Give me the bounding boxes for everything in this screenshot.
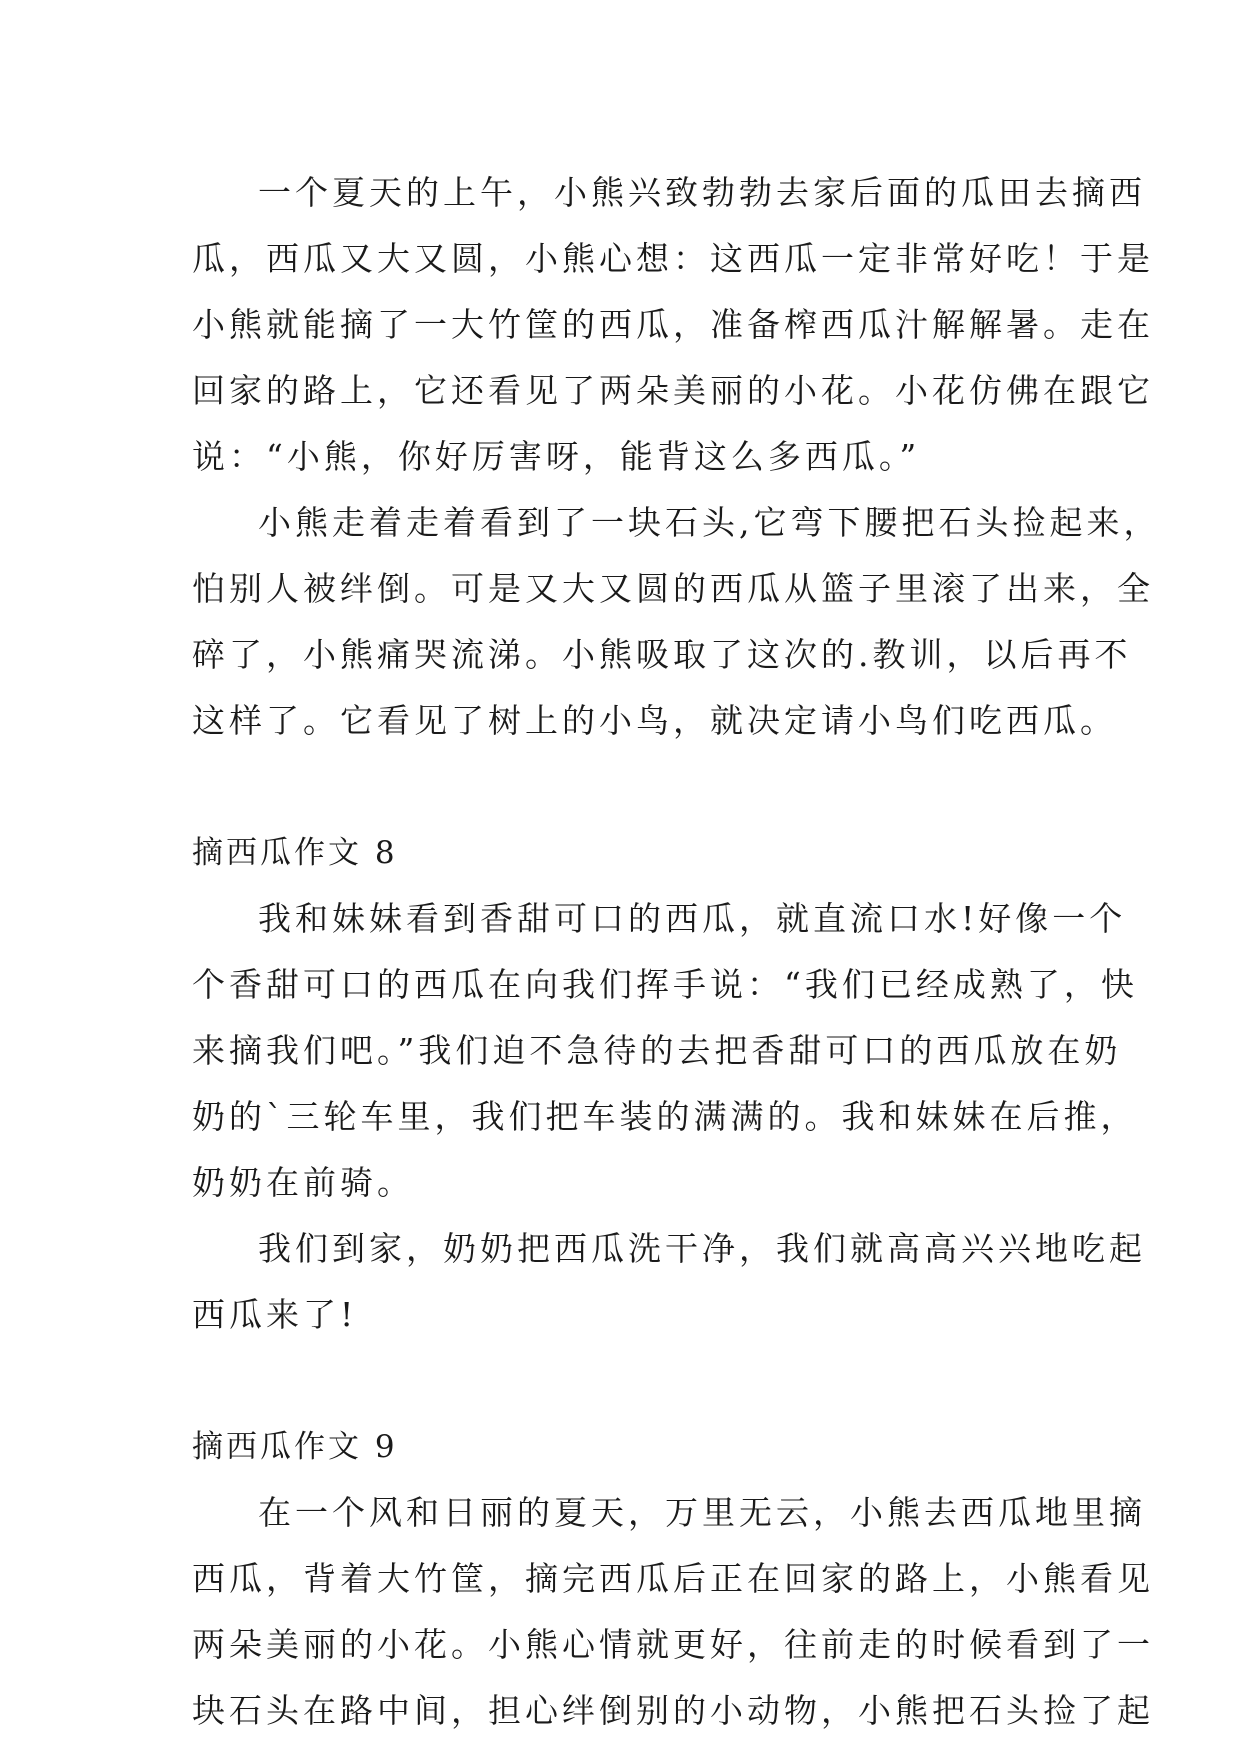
text-line: 西瓜，背着大竹筐，摘完西瓜后正在回家的路上，小熊看见 [192, 1559, 1154, 1598]
text-line: 块石头在路中间，担心绊倒别的小动物，小熊把石头捡了起 [192, 1691, 1154, 1730]
document-page [192, 160, 1161, 1744]
text-line: 怕别人被绊倒。可是又大又圆的西瓜从篮子里滚了出来，全 [192, 569, 1154, 608]
paragraph [192, 490, 1161, 754]
text-line: 小熊走着走着看到了一块石头,它弯下腰把石头捡起来， [258, 503, 1161, 542]
text-line: 瓜，西瓜又大又圆，小熊心想：这西瓜一定非常好吃！于是 [192, 239, 1154, 278]
text-line: 一个夏天的上午，小熊兴致勃勃去家后面的瓜田去摘西 [258, 173, 1146, 212]
text-line: 小熊就能摘了一大竹筐的西瓜，准备榨西瓜汁解解暑。走在 [192, 305, 1154, 344]
text-line: 奶奶在前骑。 [192, 1163, 414, 1202]
text-line: 在一个风和日丽的夏天，万里无云，小熊去西瓜地里摘 [258, 1493, 1146, 1532]
text-line: 这样了。它看见了树上的小鸟，就决定请小鸟们吃西瓜。 [192, 701, 1117, 740]
paragraph [192, 886, 1138, 1216]
section-heading: 摘西瓜作文 8 [192, 835, 398, 871]
section-gap [192, 754, 1054, 820]
text-line: 说：“小熊，你好厉害呀，能背这么多西瓜。” [192, 437, 921, 476]
paragraph [192, 1216, 1146, 1348]
text-line: 碎了，小熊痛哭流涕。小熊吸取了这次的.教训，以后再不 [192, 635, 1132, 674]
essay-section [192, 820, 1146, 1348]
paragraph [192, 1480, 1154, 1744]
text-line: 个香甜可口的西瓜在向我们挥手说：“我们已经成熟了，快 [192, 965, 1138, 1004]
text-line: 我和妹妹看到香甜可口的西瓜，就直流口水!好像一个 [258, 899, 1127, 938]
text-line: 奶的`三轮车里，我们把车装的满满的。我和妹妹在后推， [192, 1097, 1138, 1136]
text-line: 回家的路上，它还看见了两朵美丽的小花。小花仿佛在跟它 [192, 371, 1154, 410]
text-line: 来摘我们吧。”我们迫不急待的去把香甜可口的西瓜放在奶 [192, 1031, 1122, 1070]
text-line: 两朵美丽的小花。小熊心情就更好，往前走的时候看到了一 [192, 1625, 1154, 1664]
section-gap [192, 1348, 1054, 1414]
essay-section [192, 1414, 1154, 1744]
text-line: 西瓜来了! [192, 1295, 358, 1334]
paragraph [192, 160, 1154, 490]
section-heading: 摘西瓜作文 9 [192, 1429, 398, 1465]
essay-section [192, 160, 1161, 754]
text-line: 我们到家，奶奶把西瓜洗干净，我们就高高兴兴地吃起 [258, 1229, 1146, 1268]
